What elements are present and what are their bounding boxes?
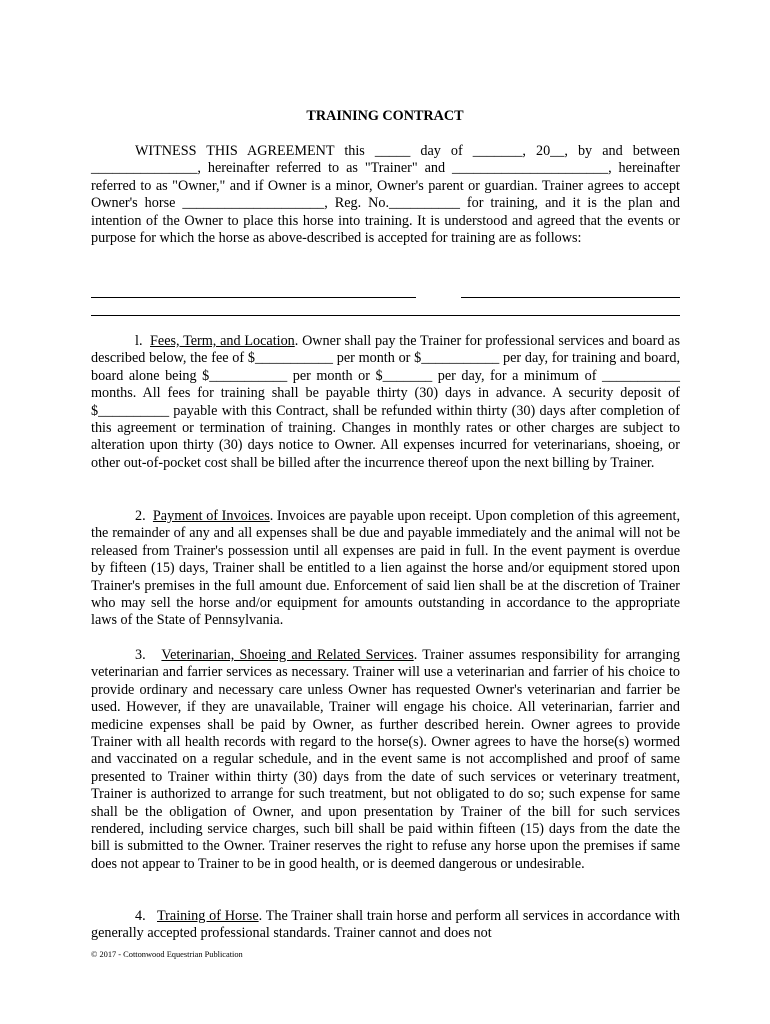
section-body: . Invoices are payable upon receipt. Upon completion of this agreement, the remainder of any and all expenses shall be due and payable immediately and the animal will not be released from Trainer's possession until all expenses are paid in full. In the event payment is overdue by fifteen (15) days, Trainer shall be entitled to a lien against the horse and/or equipment stored upon Trainer's premises in the full amount due. Enforcement of said lien shall be at the discretion of Trainer who may sell the horse and/or equipment for amounts outstanding in accordance to the appropriate laws of the State of Pennsylvania. xyxy=(91,508,680,629)
section-heading: Fees, Term, and Location xyxy=(150,333,295,349)
copyright-footer: © 2017 - Cottonwood Equestrian Publication xyxy=(91,950,243,959)
section-body: . The Trainer shall train horse and perform all services in accordance with generally accepted professional standards. Trainer cannot and does not xyxy=(91,908,680,942)
section-fees xyxy=(91,333,680,472)
section-body: . Trainer assumes responsibility for arranging veterinarian and farrier services as necessary. Trainer will use a veterinarian and farrier of his choice to provide ordinary and necessary care unless Owner has requested Owner's veterinarian and farrier be used. However, if they are unavailable, Trainer will engage his choice. All veterinarian, farrier and medicine expenses shall be paid by Owner, as further described herein. Owner agrees to provide Trainer with all health records with regard to the horse(s). Owner agrees to have the horse(s) wormed and vaccinated on a regular schedule, and in the event same is not accomplished and proof of same presented to Trainer within thirty (30) days from the date of such services or veterinary treatment, Trainer is authorized to arrange for such treatment, but not obligated to do so; such expense for same shall be the obligation of Owner, and upon presentation by Trainer of the bill for such services rendered, including service charges, such bill shall be paid within fifteen (15) days from the date the bill is submitted to the Owner. Trainer reserves the right to refuse any horse upon the premises if same does not appear to Trainer to be in good health, or is deemed dangerous or undesirable. xyxy=(91,647,680,872)
section-heading: Training of Horse xyxy=(157,908,259,924)
purpose-blank-line-2 xyxy=(91,315,680,316)
section-number: l. xyxy=(135,333,143,349)
section-training xyxy=(91,908,680,943)
document-title: TRAINING CONTRACT xyxy=(306,108,464,124)
section-number: 3. xyxy=(135,647,146,663)
section-veterinarian xyxy=(91,647,680,873)
section-number: 4. xyxy=(135,908,146,924)
section-number: 2. xyxy=(135,508,146,524)
intro-paragraph xyxy=(91,143,680,247)
purpose-blank-line-1b xyxy=(461,297,680,298)
section-payment xyxy=(91,508,680,630)
intro-text: WITNESS THIS AGREEMENT this _____ day of _______, 20__, by and between _______________, hereinafter referred to as "Trainer" and ______________________, hereinafter referred to as "Owner," and if Owner is a minor, Owner's parent or guardian. Trainer agrees to accept Owner's horse ____________________, Reg. No.__________ for training, and it is the plan and intention of the Owner to place this horse into training. It is understood and agreed that the events or purpose for which the horse as above-described is accepted for training are as follows: xyxy=(91,143,680,247)
purpose-blank-line-1a xyxy=(91,297,416,298)
section-body: . Owner shall pay the Trainer for professional services and board as described below, the fee of $___________ per month or $___________ per day, for training and board, board alone being $___________ per month or $_______ per day, for a minimum of ___________ months. All fees for training shall be payable thirty (30) days in advance. A security deposit of $__________ payable with this Contract, shall be refunded within thirty (30) days after completion of this agreement or termination of training. Changes in monthly rates or other charges are subject to alteration upon thirty (30) days notice to Owner. All expenses incurred for veterinarians, shoeing, or other out-of-pocket cost shall be billed after the incurrence thereof upon the next billing by Trainer. xyxy=(91,333,680,471)
section-heading: Payment of Invoices xyxy=(152,508,270,524)
section-heading: Veterinarian, Shoeing and Related Services xyxy=(161,647,414,663)
